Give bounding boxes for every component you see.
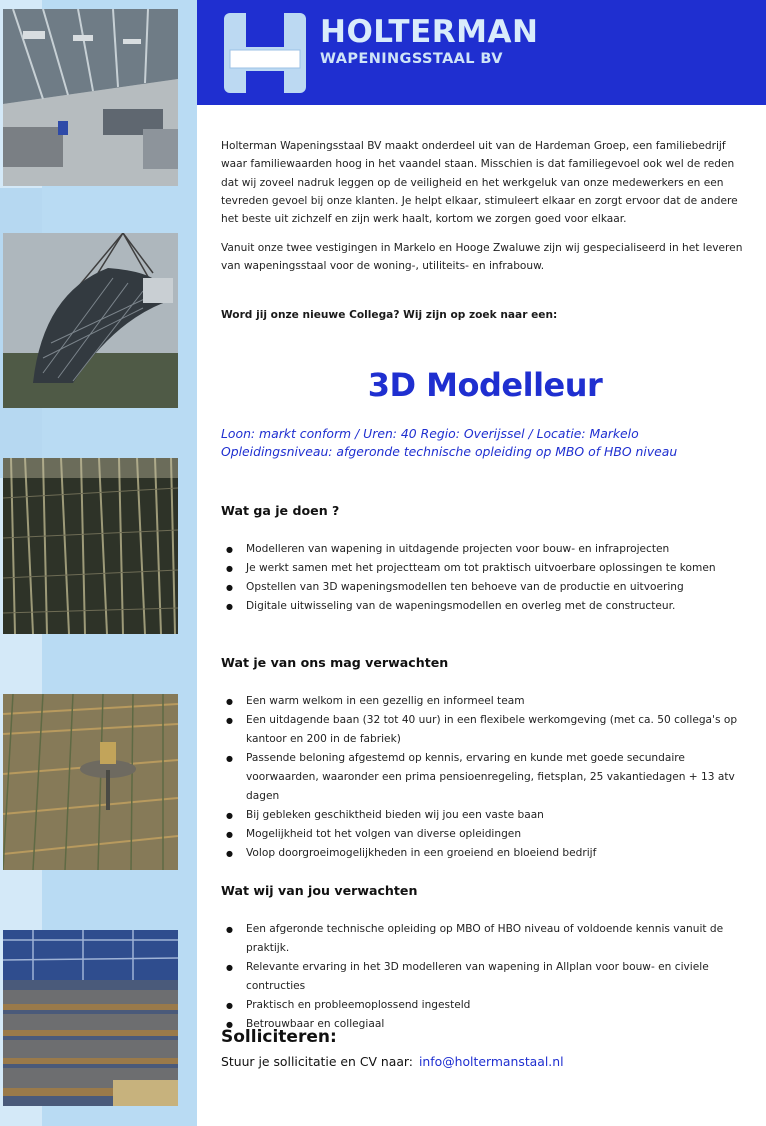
apply-title: Solliciteren: xyxy=(221,1027,337,1047)
list-item: ● Een uitdagende baan (32 tot 40 uur) in een flexibele werkomgeving (met ca. 50 collega's op kantoor en 200 in de fabriek) xyxy=(221,711,749,749)
list-item: ● Betrouwbaar en collegiaal xyxy=(221,1015,749,1034)
list-item: ● Digitale uitwisseling van de wapeningsmodellen en overleg met de constructeur. xyxy=(221,597,749,616)
list-item: ● Een warm welkom in een gezellig en informeel team xyxy=(221,692,749,711)
holterman-logo-icon xyxy=(224,13,306,93)
list-item: ● Praktisch en probleemoplossend ingesteld xyxy=(221,996,749,1015)
brand-name: HOLTERMAN xyxy=(320,14,539,50)
list-item: ● Modelleren van wapening in uitdagende projecten voor bouw- en infraprojecten xyxy=(221,540,749,559)
apply-email-link[interactable]: info@holtermanstaal.nl xyxy=(418,1054,564,1069)
apply-text: Stuur je sollicitatie en CV naar: xyxy=(221,1054,413,1069)
photo-stacked-bars xyxy=(3,930,178,1106)
photo-vertical-rebar xyxy=(3,458,178,634)
intro-paragraph-1: Holterman Wapeningsstaal BV maakt onderdeel uit van de Hardeman Groep, een familiebedrijf waar familiewaarden hoog in het vaandel staan. Misschien is dat familiegevoel ook wel de reden dat wij zoveel nadruk leggen op de veiligheid en het werkgeluk van onze medewerkers en een tevreden gevoel bij onze klanten. Je helpt elkaar, stimuleert elkaar en zorgt ervoor dat de andere het beste uit zichzelf en zijn werk haalt, kortom we zorgen goed voor elkaar. xyxy=(221,140,738,226)
job-subtitle: Loon: markt conform / Uren: 40 Regio: Overijssel / Locatie: Markelo Opleidingsniveau: afgeronde technische opleiding op MBO of HBO niveau xyxy=(221,426,678,459)
list-item: ● Passende beloning afgestemd op kennis, ervaring en kunde met goede secundaire voorwaarden, waaronder een prima pensioenregeling, fietsplan, 25 vakantiedagen + 13 atv dagen xyxy=(221,749,749,806)
photo-crane-cage xyxy=(3,233,178,408)
tasks-list xyxy=(221,540,749,616)
section-title-offer: Wat je van ons mag verwachten xyxy=(221,655,449,670)
job-title: 3D Modelleur xyxy=(367,366,603,404)
intro-lead: Word jij onze nieuwe Collega? Wij zijn op zoek naar een: xyxy=(221,309,558,321)
list-item: ● Opstellen van 3D wapeningsmodellen ten behoeve van de productie en uitvoering xyxy=(221,578,749,597)
photo-rebar-mesh xyxy=(3,694,178,870)
section-title-requirements: Wat wij van jou verwachten xyxy=(221,883,418,898)
photo-warehouse xyxy=(3,9,178,186)
list-item: ● Een afgeronde technische opleiding op MBO of HBO niveau of voldoende kennis vanuit de praktijk. xyxy=(221,920,749,958)
brand-subtitle: WAPENINGSSTAAL BV xyxy=(320,51,503,67)
list-item: ● Relevante ervaring in het 3D modelleren van wapening in Allplan voor bouw- en civiele contructies xyxy=(221,958,749,996)
apply-line xyxy=(221,1054,564,1069)
list-item: ● Volop doorgroeimogelijkheden in een groeiend en bloeiend bedrijf xyxy=(221,844,749,863)
requirements-list xyxy=(221,920,749,1034)
left-photo-strip xyxy=(0,0,197,1126)
header-banner xyxy=(197,0,766,105)
brand-wordmark xyxy=(320,16,538,67)
list-item: ● Bij gebleken geschiktheid bieden wij jou een vaste baan xyxy=(221,806,749,825)
intro-paragraph-2: Vanuit onze twee vestigingen in Markelo en Hooge Zwaluwe zijn wij gespecialiseerd in het leveren van wapeningsstaal voor de woning-, utiliteits- en infrabouw. xyxy=(221,242,743,273)
offer-list xyxy=(221,692,749,863)
list-item: ● Je werkt samen met het projectteam om tot praktisch uitvoerbare oplossingen te komen xyxy=(221,559,749,578)
list-item: ● Mogelijkheid tot het volgen van diverse opleidingen xyxy=(221,825,749,844)
section-title-tasks: Wat ga je doen ? xyxy=(221,503,340,518)
